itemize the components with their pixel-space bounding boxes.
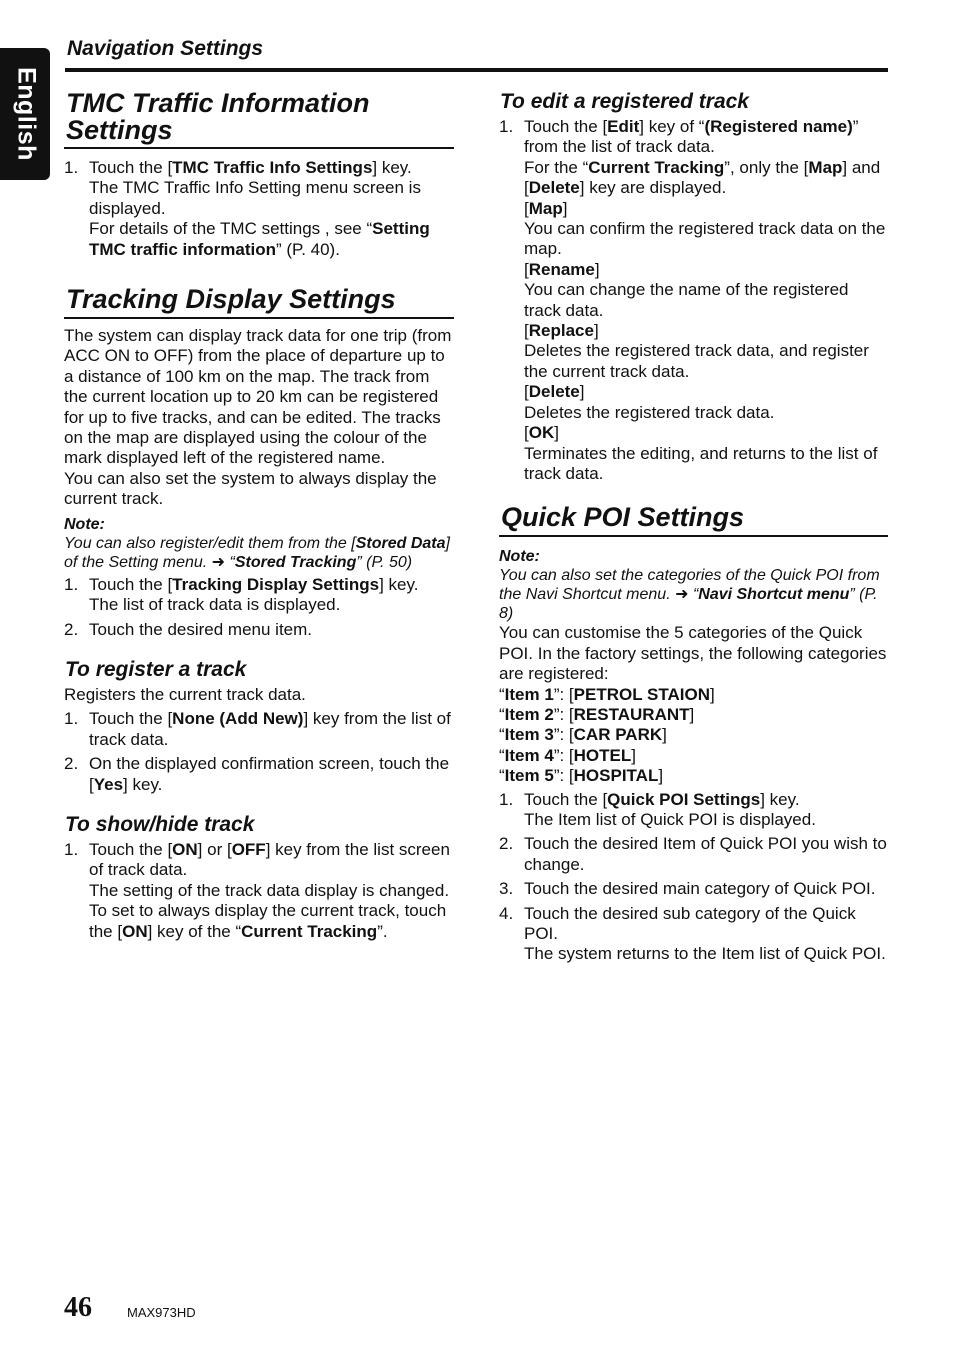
step-number: 2. xyxy=(499,834,514,854)
bracket: ] xyxy=(593,321,599,341)
step-text: Touch the [ xyxy=(524,117,608,136)
bracket: ] xyxy=(562,198,568,218)
step-description: The setting of the track data display is changed. To set to always display the current track, touch the [ xyxy=(89,880,450,941)
quote: ”: [ xyxy=(553,766,574,786)
edit-key-entry xyxy=(524,260,888,321)
note-segment: You can also set the categories of the Quick POI from the Navi Shortcut menu. ➜ “ xyxy=(499,567,880,604)
tracking-display-key: Tracking Display Settings xyxy=(172,574,380,594)
tracking-step-2 xyxy=(64,620,454,640)
current-tracking-label: Current Tracking xyxy=(588,157,725,177)
bracket: ] xyxy=(662,725,667,745)
step-text: ] key. xyxy=(760,789,800,809)
edit-key-entry xyxy=(524,321,888,382)
step-description: The system returns to the Item list of Quick POI. xyxy=(524,944,886,964)
key-description: Terminates the editing, and returns to the list of track data. xyxy=(524,443,878,483)
right-column xyxy=(499,88,888,969)
step-description: The Item list of Quick POI is displayed. xyxy=(524,809,816,829)
quickpoi-step-1 xyxy=(499,790,888,831)
tracking-section xyxy=(64,286,454,640)
quote: “ xyxy=(499,704,505,724)
bracket: [ xyxy=(524,198,529,218)
step-text: Touch the [ xyxy=(89,709,173,729)
tracking-steps xyxy=(64,575,454,640)
bracket: ] xyxy=(594,259,600,279)
step-number: 1. xyxy=(64,709,79,729)
note-label: Note: xyxy=(64,515,105,533)
edit-section xyxy=(499,90,888,484)
step-text: For the “ xyxy=(524,157,589,177)
key-name: Rename xyxy=(528,259,595,279)
key-description: You can confirm the registered track data on the map. xyxy=(524,219,886,259)
step-text: Touch the [ xyxy=(524,789,608,809)
step-text: ] or [ xyxy=(197,839,232,859)
step-number: 1. xyxy=(64,839,79,859)
quote: “ xyxy=(499,766,505,786)
key-name: Map xyxy=(528,198,563,218)
navi-shortcut-link: Navi Shortcut menu xyxy=(698,586,850,604)
tracking-intro-2: You can also set the system to always display the current track. xyxy=(64,468,437,509)
step-description: ] key of the “ xyxy=(147,921,242,941)
item-value: HOSPITAL xyxy=(573,766,659,786)
quickpoi-step-3 xyxy=(499,879,888,899)
tmc-step-1 xyxy=(64,158,454,260)
step-number: 4. xyxy=(499,903,514,923)
register-intro: Registers the current track data. xyxy=(64,684,306,704)
step-text: Touch the desired sub category of the Quick POI. xyxy=(524,903,856,943)
step-text: ] key from the list of track data. xyxy=(89,709,451,749)
edit-key: Edit xyxy=(607,117,640,136)
model-number: MAX973HD xyxy=(127,1305,196,1320)
item-label: Item 1 xyxy=(504,684,554,704)
bracket: ] xyxy=(631,745,636,765)
step-text: Touch the desired menu item. xyxy=(89,619,313,639)
edit-key-entry xyxy=(524,423,888,484)
on-key: ON xyxy=(122,921,148,941)
note-text xyxy=(64,534,454,572)
bracket: ] xyxy=(689,704,695,724)
key-name: Delete xyxy=(528,382,580,402)
key-description: Deletes the registered track data, and register the current track data. xyxy=(524,341,869,381)
stored-tracking-link: Stored Tracking xyxy=(234,553,357,571)
step-text: ] key. xyxy=(123,774,163,794)
step-text: Touch the desired Item of Quick POI you wish to change. xyxy=(524,834,887,874)
tracking-step-1 xyxy=(64,575,454,616)
quickpoi-step-2 xyxy=(499,834,888,875)
step-text: ] key from the list screen of track data. xyxy=(89,839,450,880)
step-number: 1. xyxy=(499,117,514,136)
quote: “ xyxy=(499,684,505,704)
edit-key-entry xyxy=(524,199,888,260)
quickpoi-item xyxy=(499,685,888,705)
quickpoi-item-list xyxy=(499,685,888,787)
bracket: ] xyxy=(709,684,715,704)
quote: ”: [ xyxy=(553,684,574,704)
item-label: Item 5 xyxy=(504,766,554,786)
bracket: ] xyxy=(658,766,664,786)
quickpoi-steps xyxy=(499,790,888,965)
none-add-new-key: None (Add New) xyxy=(172,709,304,729)
edit-key-entry xyxy=(524,382,888,423)
register-step-2 xyxy=(64,754,454,795)
note-label: Note: xyxy=(499,548,540,566)
item-value: RESTAURANT xyxy=(573,704,690,724)
map-key: Map xyxy=(808,157,843,177)
bracket: ] xyxy=(579,382,585,402)
tracking-heading: Tracking Display Settings xyxy=(64,286,454,319)
tracking-intro: The system can display track data for one trip (from ACC ON to OFF) from the place of departure up to a distance of 100 km on the map. The track from the current location up to 20 km can be registered for up to five tracks, and can be edited. The tracks on the map are displayed using the colour of the mark displayed left of the registered name. xyxy=(64,326,452,468)
step-text: Touch the desired main category of Quick POI. xyxy=(524,879,876,899)
step-number: 1. xyxy=(499,789,514,809)
item-label: Item 4 xyxy=(504,745,554,765)
step-text: Touch the [ xyxy=(89,574,173,594)
tmc-info-key: TMC Traffic Info Settings xyxy=(172,158,373,177)
showhide-steps xyxy=(64,840,454,942)
tmc-heading: TMC Traffic Information Settings xyxy=(64,90,454,149)
tmc-section xyxy=(64,90,454,260)
quickpoi-section xyxy=(499,504,888,965)
item-label: Item 3 xyxy=(504,725,554,745)
tracking-note xyxy=(64,515,454,572)
key-name: Replace xyxy=(528,321,594,341)
quickpoi-item xyxy=(499,725,888,745)
delete-key: Delete xyxy=(528,178,580,198)
item-value: CAR PARK xyxy=(573,725,663,745)
step-text: Touch the [ xyxy=(89,158,173,177)
quote: ”: [ xyxy=(553,725,574,745)
quote: “ xyxy=(499,725,505,745)
showhide-heading: To show/hide track xyxy=(65,812,255,836)
tmc-steps xyxy=(64,158,454,260)
bracket: [ xyxy=(524,382,529,402)
register-steps xyxy=(64,709,454,795)
language-tab xyxy=(0,48,50,180)
step-description: The TMC Traffic Info Setting menu screen is displayed. xyxy=(89,178,421,218)
step-text: ] key. xyxy=(379,574,419,594)
edit-step-1 xyxy=(499,117,888,484)
stored-data-key: Stored Data xyxy=(355,534,446,552)
bracket: [ xyxy=(524,321,529,341)
showhide-step-1 xyxy=(64,840,454,942)
note-text xyxy=(499,566,888,623)
off-key: OFF xyxy=(231,839,266,859)
item-value: HOTEL xyxy=(573,745,632,765)
yes-key: Yes xyxy=(93,774,124,794)
key-description: Deletes the registered track data. xyxy=(524,402,775,422)
on-key: ON xyxy=(172,839,198,859)
step-description: ”. xyxy=(377,921,388,941)
quickpoi-intro: You can customise the 5 categories of the Quick POI. In the factory settings, the following categories are registered: xyxy=(499,623,887,684)
note-segment: You can also register/edit them from the [ xyxy=(64,534,356,552)
step-description: The list of track data is displayed. xyxy=(89,595,341,615)
tmc-reference-link: Setting TMC traffic information xyxy=(89,219,430,259)
left-column xyxy=(64,88,454,946)
step-text: Touch the [ xyxy=(89,839,173,859)
step-text: ”, only the [ xyxy=(724,157,809,177)
step-text: ] and [ xyxy=(524,157,881,198)
step-text: ] key are displayed. xyxy=(579,178,727,198)
step-text: ] key of “ xyxy=(639,117,705,136)
edit-steps xyxy=(499,117,888,484)
item-value: PETROL STAION xyxy=(573,684,710,704)
item-label: Item 2 xyxy=(504,704,554,724)
quote: ”: [ xyxy=(553,745,574,765)
key-name: OK xyxy=(528,423,555,443)
step-number: 1. xyxy=(64,158,79,177)
register-section xyxy=(64,658,454,795)
step-text: For details of the TMC settings , see “ xyxy=(89,219,373,239)
step-number: 1. xyxy=(64,574,79,594)
quickpoi-step-4 xyxy=(499,904,888,965)
language-tab-label: English xyxy=(12,67,41,161)
bracket: [ xyxy=(524,259,529,279)
quote: “ xyxy=(499,745,505,765)
note-segment: ” (P. 50) xyxy=(356,553,413,571)
showhide-section xyxy=(64,813,454,942)
registered-name: (Registered name) xyxy=(704,117,853,136)
quickpoi-item xyxy=(499,746,888,766)
edit-heading: To edit a registered track xyxy=(500,90,749,113)
step-number: 3. xyxy=(499,879,514,899)
step-text: ” from the list of track data. xyxy=(524,117,859,157)
section-header: Navigation Settings xyxy=(67,37,264,60)
step-text: ” (P. 40). xyxy=(276,239,340,259)
note-segment: ” (P. 8) xyxy=(499,586,878,623)
quickpoi-item xyxy=(499,705,888,725)
edit-key-list xyxy=(524,199,888,485)
register-heading: To register a track xyxy=(65,657,247,681)
step-number: 2. xyxy=(64,619,79,639)
bracket: ] xyxy=(554,423,559,443)
quickpoi-item xyxy=(499,766,888,786)
bracket: [ xyxy=(524,423,529,443)
step-text: ] key. xyxy=(372,158,412,177)
quickpoi-note xyxy=(499,547,888,623)
key-description: You can change the name of the registered track data. xyxy=(524,280,849,320)
current-tracking-link: Current Tracking xyxy=(241,921,378,941)
register-step-1 xyxy=(64,709,454,750)
quickpoi-heading: Quick POI Settings xyxy=(499,504,888,537)
page-number: 46 xyxy=(64,1292,92,1323)
quote: ”: [ xyxy=(553,704,574,724)
header-rule xyxy=(65,68,888,72)
step-text: On the displayed confirmation screen, touch the [ xyxy=(89,754,450,794)
quick-poi-settings-key: Quick POI Settings xyxy=(607,789,761,809)
note-segment: ] of the Setting menu. ➜ “ xyxy=(64,534,450,571)
step-number: 2. xyxy=(64,754,79,774)
